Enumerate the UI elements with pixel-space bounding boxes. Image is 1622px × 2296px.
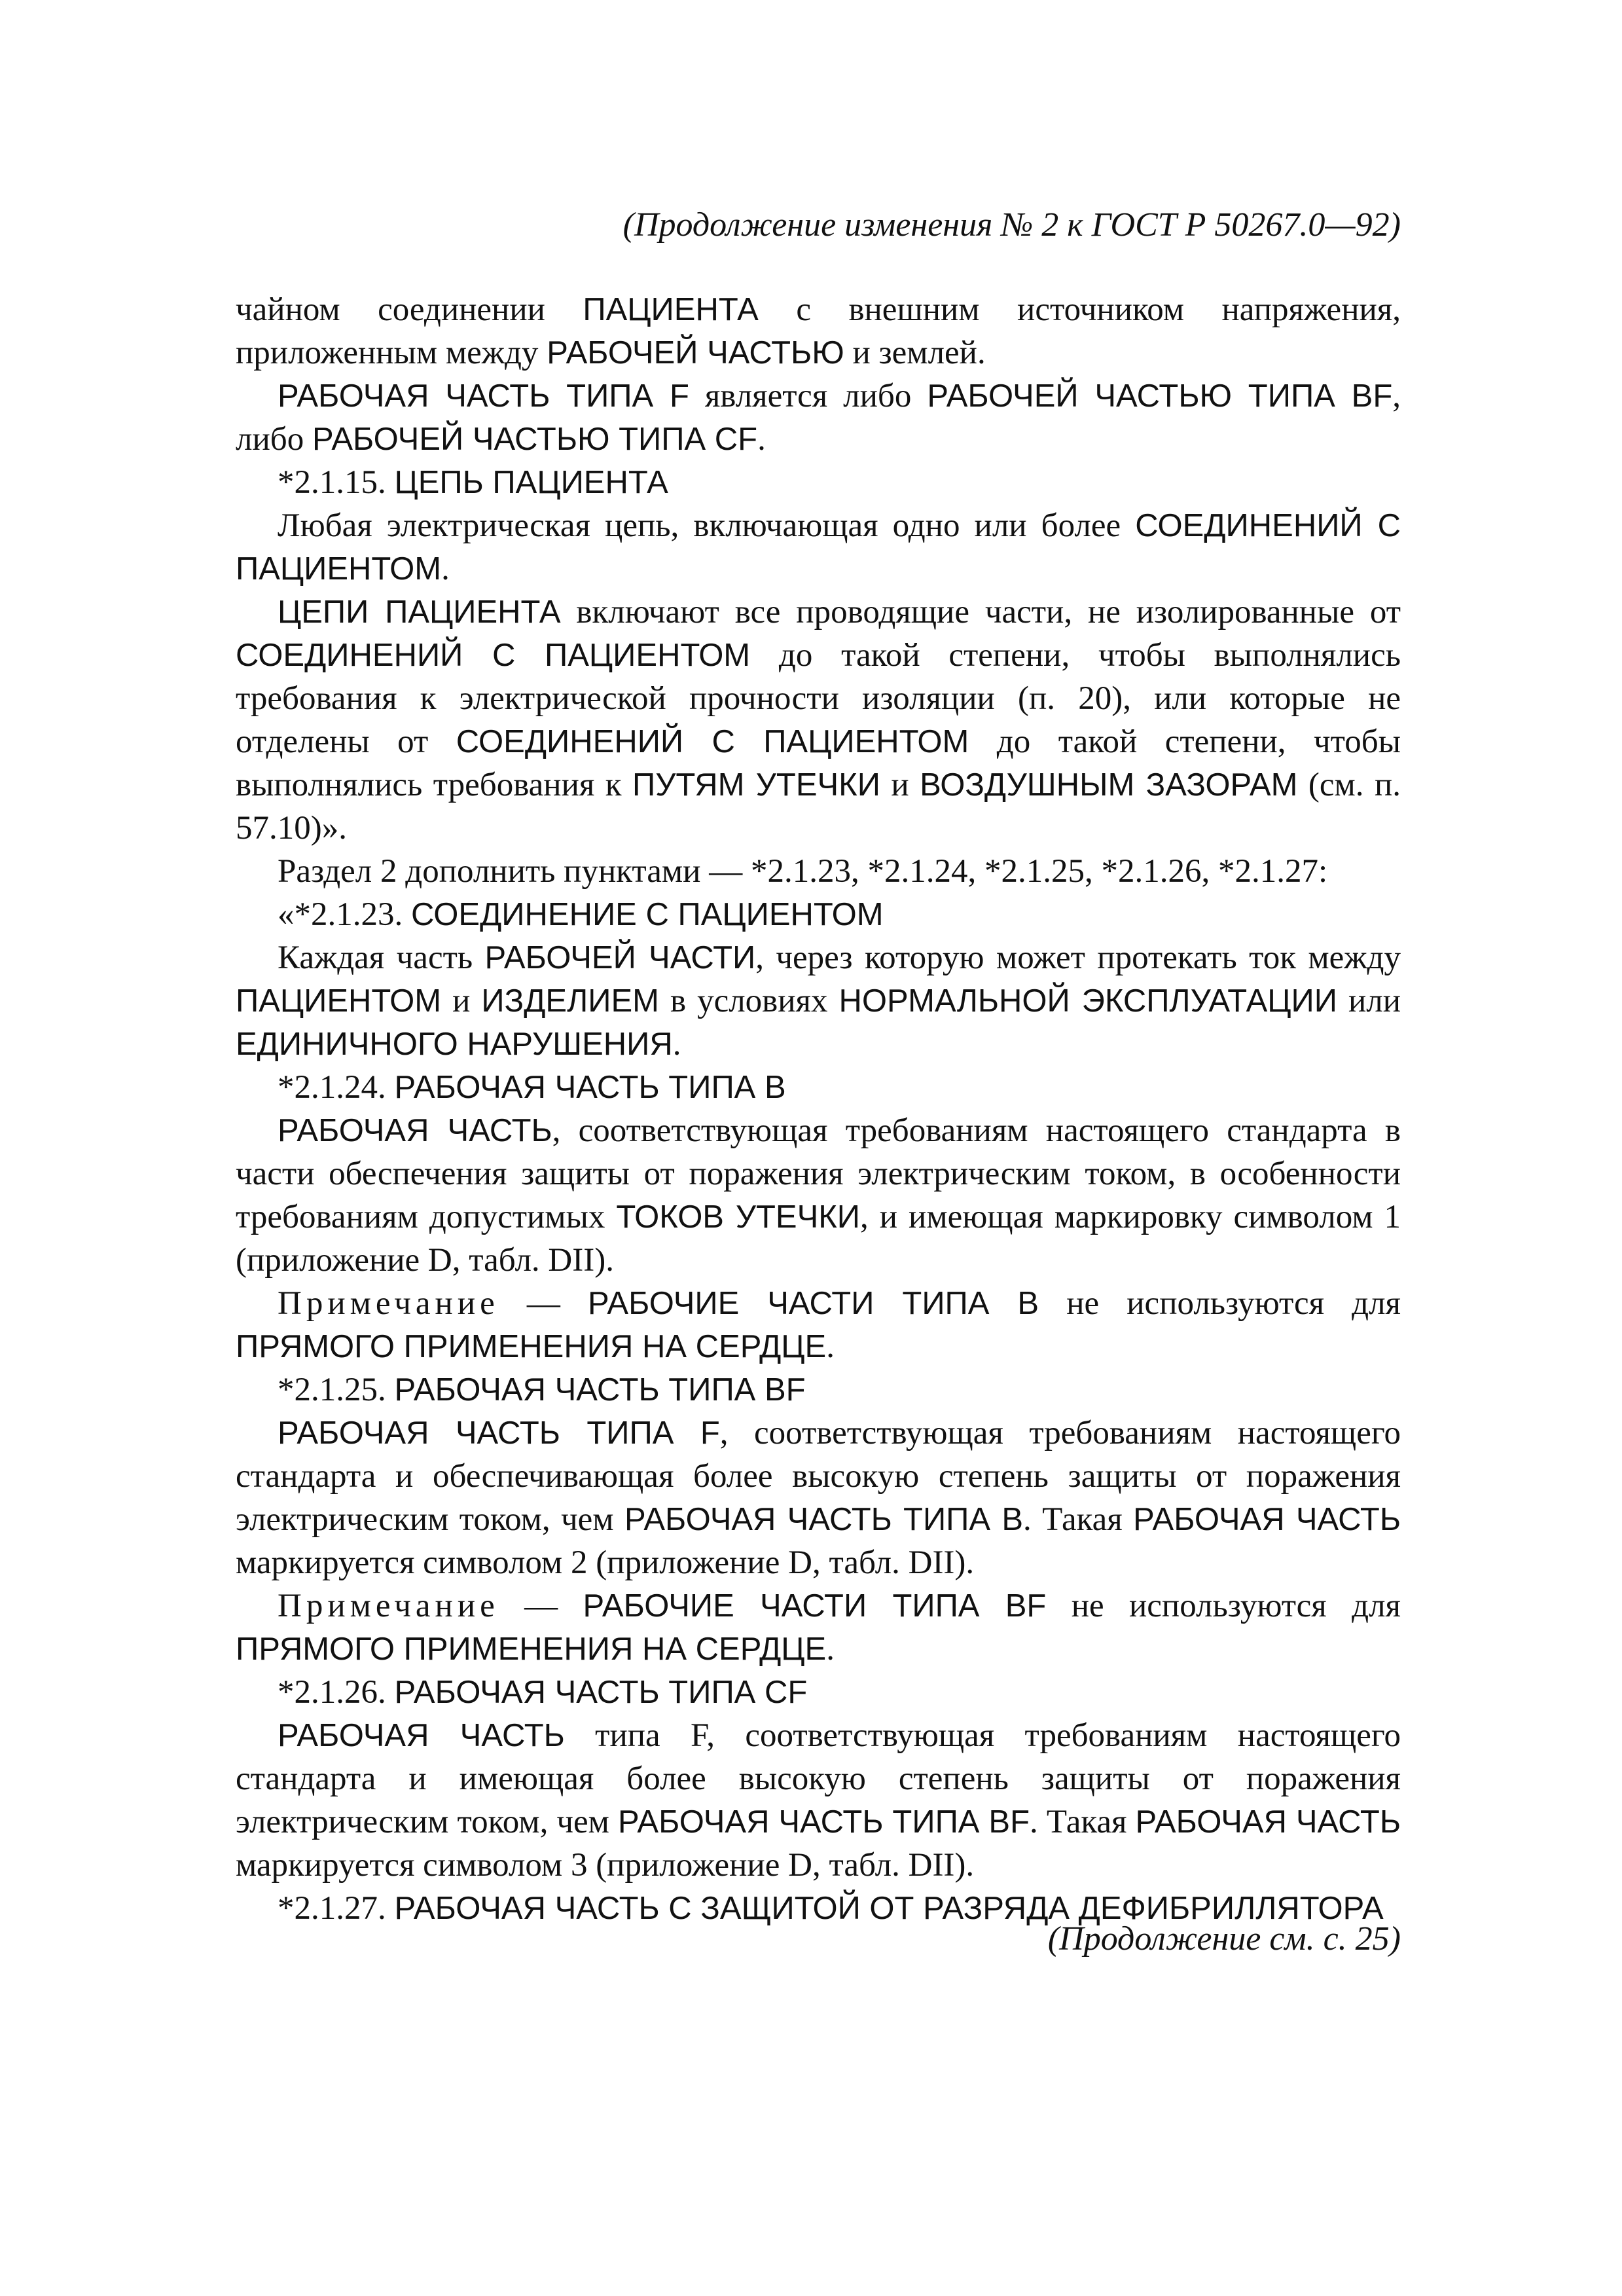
term: ПУТЯМ УТЕЧКИ [632, 767, 880, 803]
clause-title: СОЕДИНЕНИЕ С ПАЦИЕНТОМ [411, 897, 884, 932]
term: РАБОЧАЯ ЧАСТЬ [278, 1718, 565, 1753]
page-footer: (Продолжение см. с. 25) [1047, 1920, 1401, 1958]
text-run: является либо [689, 378, 928, 414]
clause-title: РАБОЧАЯ ЧАСТЬ ТИПА CF [394, 1675, 808, 1710]
text-run: маркируется символом 3 (приложение D, табл. DII). [236, 1847, 975, 1884]
text-run: , через которую может протекать ток между [755, 939, 1401, 976]
term: ПРЯМОГО ПРИМЕНЕНИЯ НА СЕРДЦЕ [236, 1329, 827, 1364]
paragraph-1 [236, 288, 1401, 374]
term: СОЕДИНЕНИЙ С ПАЦИЕНТОМ [236, 508, 1401, 587]
note-1 [236, 1282, 1401, 1368]
text-run: . Такая [1023, 1501, 1134, 1538]
page-header: (Продолжение изменения № 2 к ГОСТ Р 50267.0—92) [622, 206, 1401, 244]
term: ТОКОВ УТЕЧКИ [616, 1199, 861, 1235]
clause-title: РАБОЧАЯ ЧАСТЬ ТИПА BF [394, 1372, 806, 1408]
text-run: не используются для [1046, 1588, 1401, 1624]
note-label: Примечание [278, 1588, 499, 1624]
term: ЦЕПИ ПАЦИЕНТА [278, 594, 561, 630]
term: ПАЦИЕНТА [583, 292, 759, 327]
clause-heading-2-1-26 [236, 1671, 1401, 1714]
term: РАБОЧИЕ ЧАСТИ ТИПА В [588, 1286, 1039, 1321]
term: РАБОЧАЯ ЧАСТЬ ТИПА F [278, 1415, 720, 1451]
paragraph-5 [236, 591, 1401, 850]
text-run: . [757, 421, 766, 458]
paragraph-10 [236, 1109, 1401, 1282]
text-run: Раздел 2 дополнить пунктами — *2.1.23, *2.1.24, *2.1.25, *2.1.26, *2.1.27: [278, 853, 1328, 890]
text-run: с внешним источником напряжения, приложенным между [236, 291, 1401, 371]
document-body [236, 288, 1401, 1930]
text-run: , соответствующая требованиям настоящего стандарта в части обеспечения защиты от поражения электрическим током, в особенности требованиям допустимых [236, 1112, 1401, 1235]
term: РАБОЧАЯ ЧАСТЬ [1133, 1502, 1401, 1537]
paragraph-2 [236, 374, 1401, 461]
term: ПАЦИЕНТОМ [236, 983, 442, 1019]
term: РАБОЧЕЙ ЧАСТЬЮ ТИПА CF [312, 422, 758, 457]
text-run: чайном соединении [236, 291, 583, 328]
term: ИЗДЕЛИЕМ [481, 983, 659, 1019]
text-run: — [499, 1588, 583, 1624]
clause-heading-2-1-25 [236, 1368, 1401, 1412]
text-run: Любая электрическая цепь, включающая одно или более [278, 507, 1136, 544]
text-run: Каждая часть [278, 939, 485, 976]
clause-title: РАБОЧАЯ ЧАСТЬ ТИПА В [394, 1070, 786, 1105]
text-run: маркируется символом 2 (приложение D, табл. DII). [236, 1544, 975, 1581]
term: РАБОЧЕЙ ЧАСТЬЮ ТИПА BF [927, 378, 1393, 414]
text-run: и землей. [844, 335, 986, 371]
text-run: до такой степени, чтобы выполнялись требования к электрической прочности изоляции (п. 20), или которые не отделены от [236, 637, 1401, 760]
clause-number: «*2.1.23. [278, 896, 411, 933]
text-run: и [880, 767, 920, 803]
term: ПРЯМОГО ПРИМЕНЕНИЯ НА СЕРДЦЕ [236, 1631, 827, 1667]
text-run: или [1337, 983, 1401, 1019]
term: СОЕДИНЕНИЙ С ПАЦИЕНТОМ [236, 638, 751, 673]
text-run: — [499, 1285, 588, 1322]
term: РАБОЧАЯ ЧАСТЬ ТИПА BF [618, 1804, 1030, 1840]
paragraph-6 [236, 850, 1401, 893]
term: РАБОЧАЯ ЧАСТЬ ТИПА В [624, 1502, 1024, 1537]
text-run: . [826, 1631, 835, 1667]
paragraph-8 [236, 936, 1401, 1066]
clause-heading-2-1-15 [236, 461, 1401, 504]
clause-title: РАБОЧАЯ ЧАСТЬ С ЗАЩИТОЙ ОТ РАЗРЯДА ДЕФИБРИЛЛЯТОРА [394, 1891, 1384, 1926]
text-run: (см. п. 57.10)». [236, 767, 1401, 847]
text-run: . Такая [1030, 1804, 1136, 1840]
paragraph-13 [236, 1412, 1401, 1584]
clause-number: *2.1.27. [278, 1890, 395, 1927]
term: РАБОЧЕЙ ЧАСТЬЮ [547, 335, 844, 371]
text-run: , соответствующая требованиям настоящего стандарта и обеспечивающая более высокую степень защиты от поражения электрическим током, чем [236, 1415, 1401, 1538]
clause-number: *2.1.24. [278, 1069, 395, 1106]
paragraph-4 [236, 504, 1401, 591]
text-run: , либо [236, 378, 1401, 458]
clause-heading-2-1-23 [236, 893, 1401, 936]
note-2 [236, 1584, 1401, 1671]
clause-title: ЦЕПЬ ПАЦИЕНТА [394, 465, 668, 500]
term: РАБОЧИЕ ЧАСТИ ТИПА BF [583, 1588, 1047, 1624]
text-run: и [441, 983, 482, 1019]
clause-number: *2.1.25. [278, 1372, 395, 1408]
term: РАБОЧАЯ ЧАСТЬ [1135, 1804, 1401, 1840]
text-run: до такой степени, чтобы выполнялись требования к [236, 723, 1401, 803]
term: НОРМАЛЬНОЙ ЭКСПЛУАТАЦИИ [838, 983, 1337, 1019]
clause-number: *2.1.26. [278, 1674, 395, 1711]
clause-heading-2-1-24 [236, 1066, 1401, 1109]
clause-number: *2.1.15. [278, 464, 395, 501]
text-run: включают все проводящие части, не изолированные от [560, 594, 1401, 630]
term: РАБОЧЕЙ ЧАСТИ [484, 940, 756, 975]
text-run: не используются для [1039, 1285, 1401, 1322]
text-run: , и имеющая маркировку символом 1 (приложение D, табл. DII). [236, 1199, 1401, 1279]
term: РАБОЧАЯ ЧАСТЬ ТИПА F [278, 378, 689, 414]
text-run: . [672, 1026, 681, 1063]
term: СОЕДИНЕНИЙ С ПАЦИЕНТОМ [456, 724, 969, 759]
term: ЕДИНИЧНОГО НАРУШЕНИЯ [236, 1027, 673, 1062]
term: ВОЗДУШНЫМ ЗАЗОРАМ [920, 767, 1298, 803]
text-run: в условиях [658, 983, 839, 1019]
note-label: Примечание [278, 1285, 499, 1322]
text-run: . [826, 1328, 835, 1365]
paragraph-16 [236, 1714, 1401, 1887]
text-run: . [441, 551, 450, 587]
term: РАБОЧАЯ ЧАСТЬ [278, 1113, 552, 1148]
text-run: типа F, соответствующая требованиям настоящего стандарта и имеющая более высокую степень защиты от поражения электрическим током, чем [236, 1717, 1401, 1840]
